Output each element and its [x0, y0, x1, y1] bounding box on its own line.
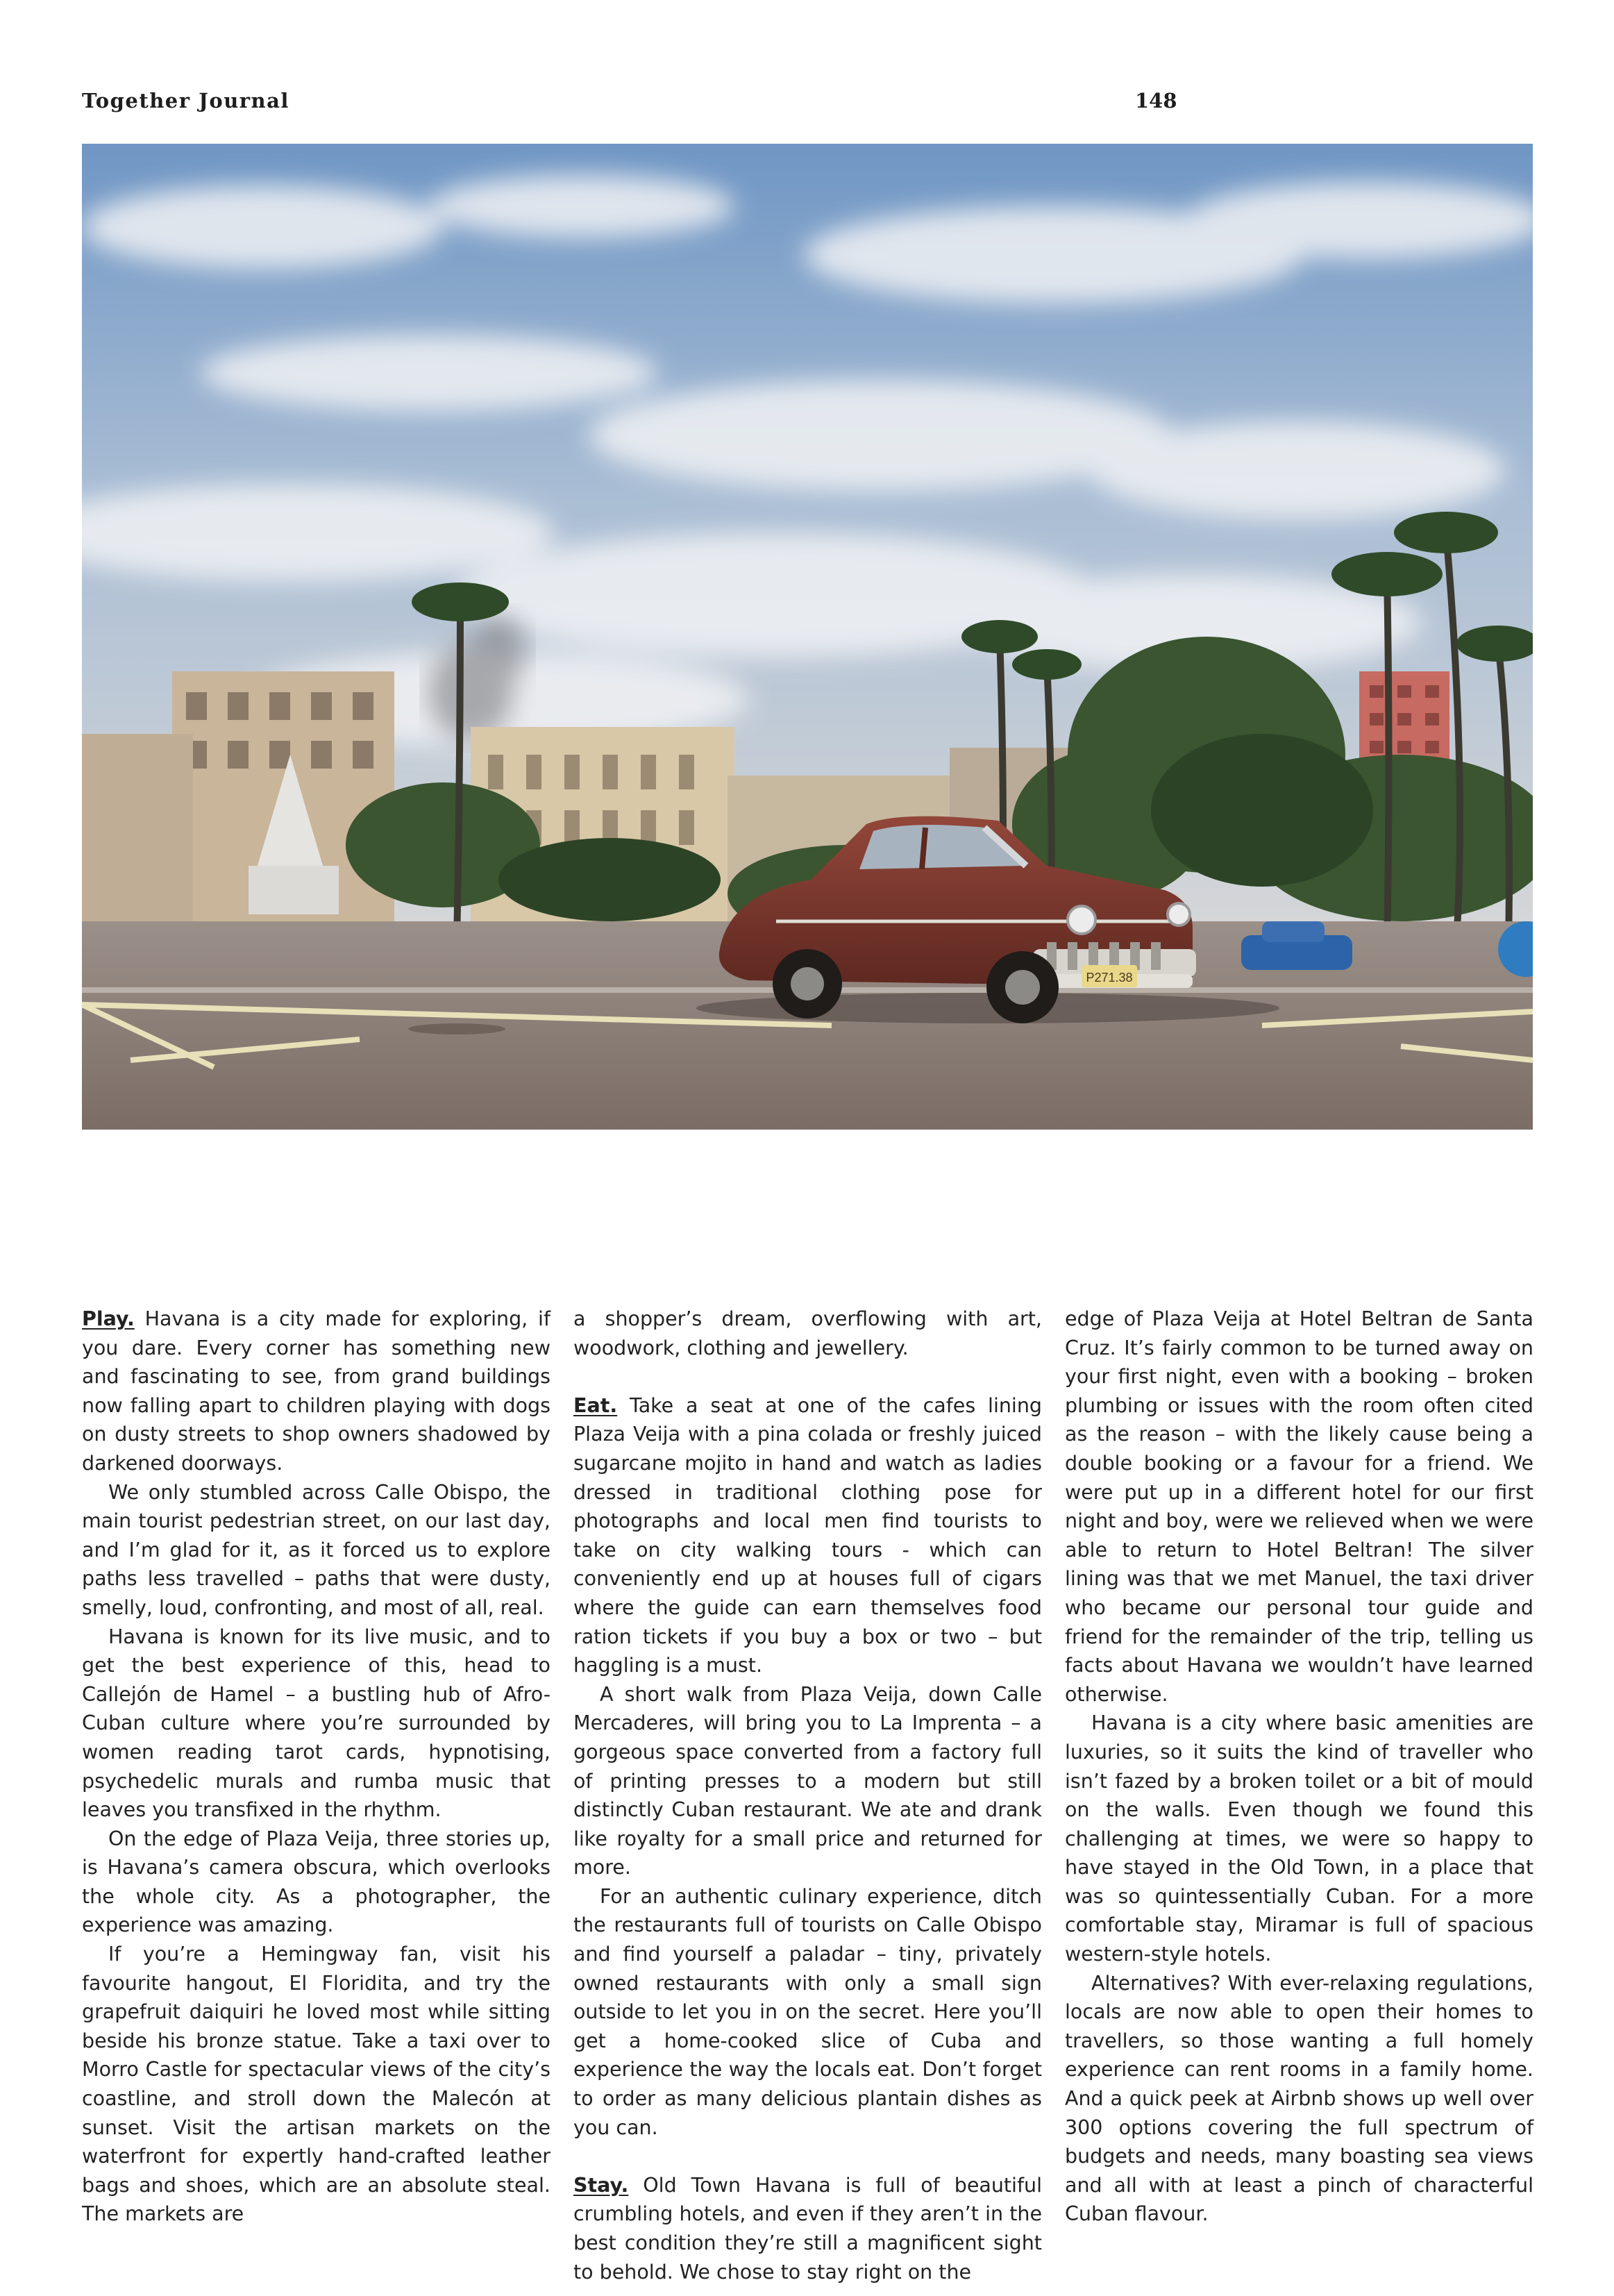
section-heading-play: Play. — [82, 1307, 135, 1330]
paragraph: If you’re a Hemingway fan, visit his favourite hangout, El Floridita, and try the grapefruit daiquiri he loved most while sitting beside his bronze statue. Take a taxi over to Morro Castle for spectacular views of the city’s coastline, and stroll down the Malecón at sunset. Visit the artisan markets on the waterfront for expertly hand-crafted leather bags and shoes, which are an absolute steal. The markets are — [82, 1943, 550, 2226]
section-heading-stay: Stay. — [573, 2173, 629, 2197]
paragraph: We only stumbled across Calle Obispo, the main tourist pedestrian street, on our last day, and I’m glad for it, as it forced us to explore paths less travelled – paths that were dusty, smelly, loud, confronting, and most of all, real. — [82, 1480, 550, 1619]
paragraph: Havana is a city where basic amenities are luxuries, so it suits the kind of traveller who isn’t fazed by a broken toilet or a bit of mould on the walls. Even though we found this challenging at times, we were so happy to have stayed in the Old Town, in a place that was so quintessentially Cuban. For a more comfortable stay, Miramar is full of spacious western-style hotels. — [1065, 1711, 1533, 1966]
license-plate: P271.38 — [1086, 971, 1133, 984]
paragraph: edge of Plaza Veija at Hotel Beltran de Santa Cruz. It’s fairly common to be turned away on your first night, even with a booking – broken plumbing or issues with the room often cited as the reason – with the likely cause being a double booking or a favour for a friend. We were put up in a different hotel for our first night and boy, were we relieved when we were able to return to Hotel Beltran! The silver lining was that we met Manuel, the taxi driver who became our personal tour guide and friend for the remainder of the trip, telling us facts about Havana we wouldn’t have learned otherwise. — [1065, 1307, 1533, 1706]
publication-title: Together Journal — [82, 89, 289, 112]
paragraph-eat — [573, 1391, 1042, 1680]
paragraph: For an authentic culinary experience, ditch the restaurants full of tourists on Calle Obispo and find yourself a paladar – tiny, privately owned restaurants with only a small sign outside to let you in on the secret. Here you’ll get a home-cooked slice of Cuba and experience the way the locals eat. Don’t forget to order as many delicious plantain dishes as you can. — [573, 1884, 1042, 2139]
section-heading-eat: Eat. — [573, 1393, 618, 1417]
paragraph: Havana is known for its live music, and to get the best experience of this, head to Callejón de Hamel – a bustling hub of Afro-Cuban culture where you’re surrounded by women reading tarot cards, hypnotising, psychedelic murals and rumba music that leaves you transfixed in the rhythm. — [82, 1625, 550, 1822]
article-column-1 — [82, 1305, 550, 2229]
article-column-3 — [1065, 1305, 1533, 2229]
paragraph-play — [82, 1305, 550, 1478]
paragraph-text: Havana is a city made for exploring, if you dare. Every corner has something new and fascinating to see, from grand buildings now falling apart to children playing with dogs on dusty streets to shop owners shadowed by darkened doorways. — [82, 1307, 550, 1475]
article-column-2 — [573, 1305, 1042, 2286]
paragraph: Alternatives? With ever-relaxing regulations, locals are now able to open their homes to travellers, so those wanting a full homely experience can rent rooms in a family home. And a quick peek at Airbnb shows up well over 300 options covering the full spectrum of budgets and needs, many boasting sea views and all with at least a pinch of characterful Cuban flavour. — [1065, 1971, 1533, 2226]
page-number: 148 — [1135, 89, 1177, 112]
paragraph-text: Take a seat at one of the cafes lining Plaza Veija with a pina colada or freshly juiced sugarcane mojito in hand and watch as ladies dressed in traditional clothing pose for photographs and local men find tourists to take on city walking tours - which can conveniently end up at houses full of cigars where the guide can earn themselves food ration tickets if you buy a box or two – but haggling is a must. — [573, 1393, 1042, 1677]
paragraph: A short walk from Plaza Veija, down Calle Mercaderes, will bring you to La Imprenta – a gorgeous space converted from a factory full of printing presses to a modern but still distinctly Cuban restaurant. We ate and drank like royalty for a small price and returned for more. — [573, 1682, 1042, 1879]
paragraph: a shopper’s dream, overflowing with art, woodwork, clothing and jewellery. — [573, 1307, 1042, 1359]
havana-street-photo — [82, 144, 1533, 1130]
paragraph-text: Old Town Havana is full of beautiful crumbling hotels, and even if they aren’t in the best condition they’re still a magnificent sight to behold. We chose to stay right on the — [573, 2173, 1042, 2284]
paragraph-stay — [573, 2171, 1042, 2286]
paragraph: On the edge of Plaza Veija, three stories up, is Havana’s camera obscura, which overlooks the whole city. As a photographer, the experience was amazing. — [82, 1827, 550, 1937]
